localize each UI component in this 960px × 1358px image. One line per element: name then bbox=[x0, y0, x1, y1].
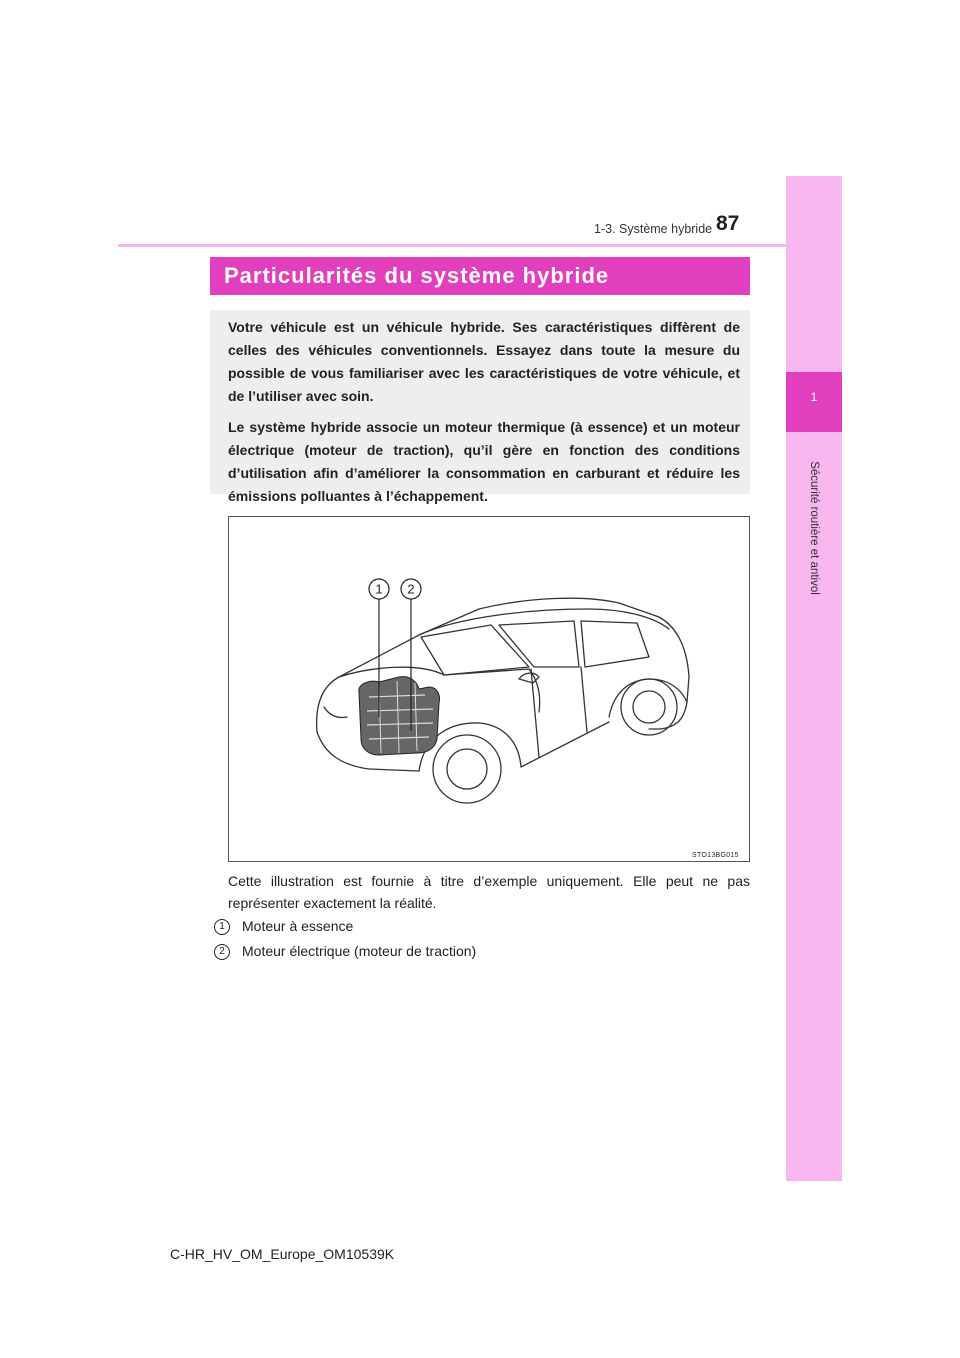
page-heading-banner: Particularités du système hybride bbox=[210, 257, 750, 295]
header-divider bbox=[118, 244, 786, 247]
page-number: 87 bbox=[716, 212, 740, 235]
front-wheel bbox=[433, 735, 501, 803]
figure-caption: Cette illustration est fournie à titre d’exemple uniquement. Elle peut ne pas représenter exactement la réalité. bbox=[228, 873, 750, 911]
intro-box bbox=[210, 310, 750, 504]
intro-paragraph: Votre véhicule est un véhicule hybride. Ses caractéristiques diffèrent de celles des véhicules conventionnels. Essayez dans toute la mesure du possible de vous familiariser avec les caractéristiques de votre véhicule, et de l’utiliser avec soin. bbox=[228, 319, 740, 404]
chapter-number: 1 bbox=[810, 390, 818, 404]
car-drawing bbox=[229, 517, 749, 861]
vehicle-illustration bbox=[228, 516, 750, 862]
callout-2-label: 2 bbox=[407, 581, 415, 597]
car-side-window-rear bbox=[581, 621, 649, 667]
chapter-side-tab bbox=[786, 176, 842, 1181]
hybrid-powertrain bbox=[359, 677, 440, 755]
legend-number-badge: 1 bbox=[214, 919, 230, 935]
section-title: 1-3. Système hybride bbox=[594, 222, 713, 236]
chapter-label: Sécurité routière et antivol bbox=[808, 461, 820, 595]
intro-paragraph: Le système hybride associe un moteur thermique (à essence) et un moteur électrique (moteur de traction), qu’il gère en fonction des conditions d’utilisation afin d’améliorer la consommation en carburant et réduire les émissions polluantes à l’échappement. bbox=[228, 419, 740, 504]
legend-label: Moteur à essence bbox=[242, 918, 354, 934]
car-side-window-front bbox=[499, 621, 579, 667]
callout-1-label: 1 bbox=[375, 581, 383, 597]
car-windshield bbox=[421, 625, 529, 675]
legend-label: Moteur électrique (moteur de traction) bbox=[242, 943, 477, 959]
figure-id: STO13BG015 bbox=[692, 852, 739, 859]
rear-wheel bbox=[621, 679, 677, 735]
document-code: C-HR_HV_OM_Europe_OM10539K bbox=[170, 1246, 395, 1262]
legend-number-badge: 2 bbox=[214, 944, 230, 960]
